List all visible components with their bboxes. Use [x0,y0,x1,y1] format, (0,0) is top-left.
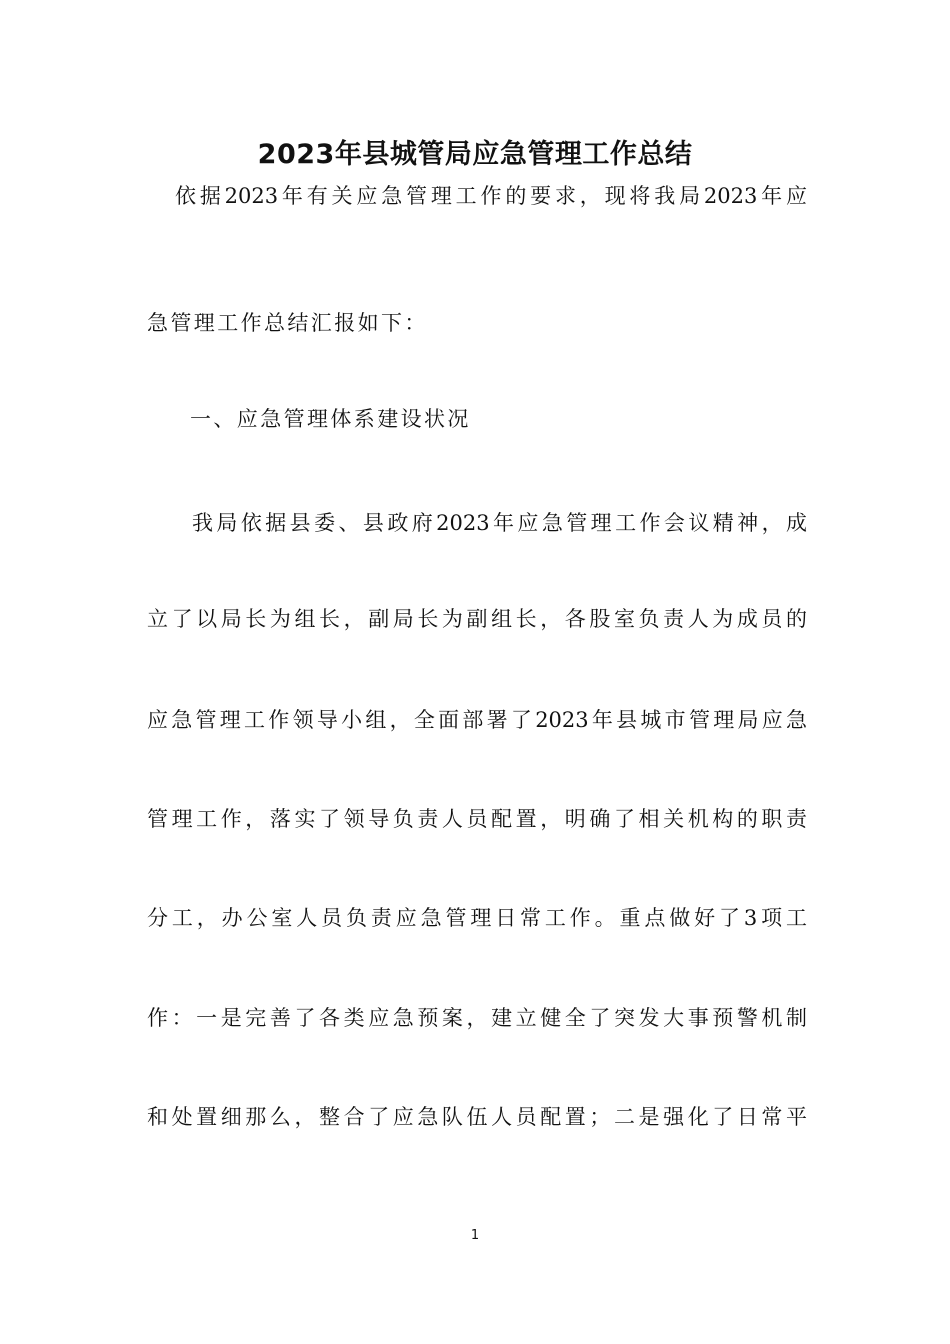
paragraph-line: 和处置细那么，整合了应急队伍人员配置；二是强化了日常平 [147,1105,807,1129]
paragraph-line: 应急管理工作领导小组，全面部署了2023年县城市管理局应急 [147,708,807,732]
section-heading: 一、应急管理体系建设状况 [190,407,471,431]
paragraph-line: 立了以局长为组长，副局长为副组长，各股室负责人为成员的 [147,607,807,631]
page-number: 1 [470,1228,480,1243]
paragraph-line: 管理工作，落实了领导负责人员配置，明确了相关机构的职责 [147,807,807,831]
paragraph-line: 分工，办公室人员负责应急管理日常工作。重点做好了3项工 [147,906,807,930]
paragraph-line: 依据2023年有关应急管理工作的要求，现将我局2023年应 [175,184,807,208]
paragraph-line: 急管理工作总结汇报如下： [147,311,428,335]
document-title: 2023年县城管局应急管理工作总结 [257,139,693,170]
paragraph-line: 我局依据县委、县政府2023年应急管理工作会议精神，成 [192,511,807,535]
paragraph-line: 作：一是完善了各类应急预案，建立健全了突发大事预警机制 [147,1006,807,1030]
